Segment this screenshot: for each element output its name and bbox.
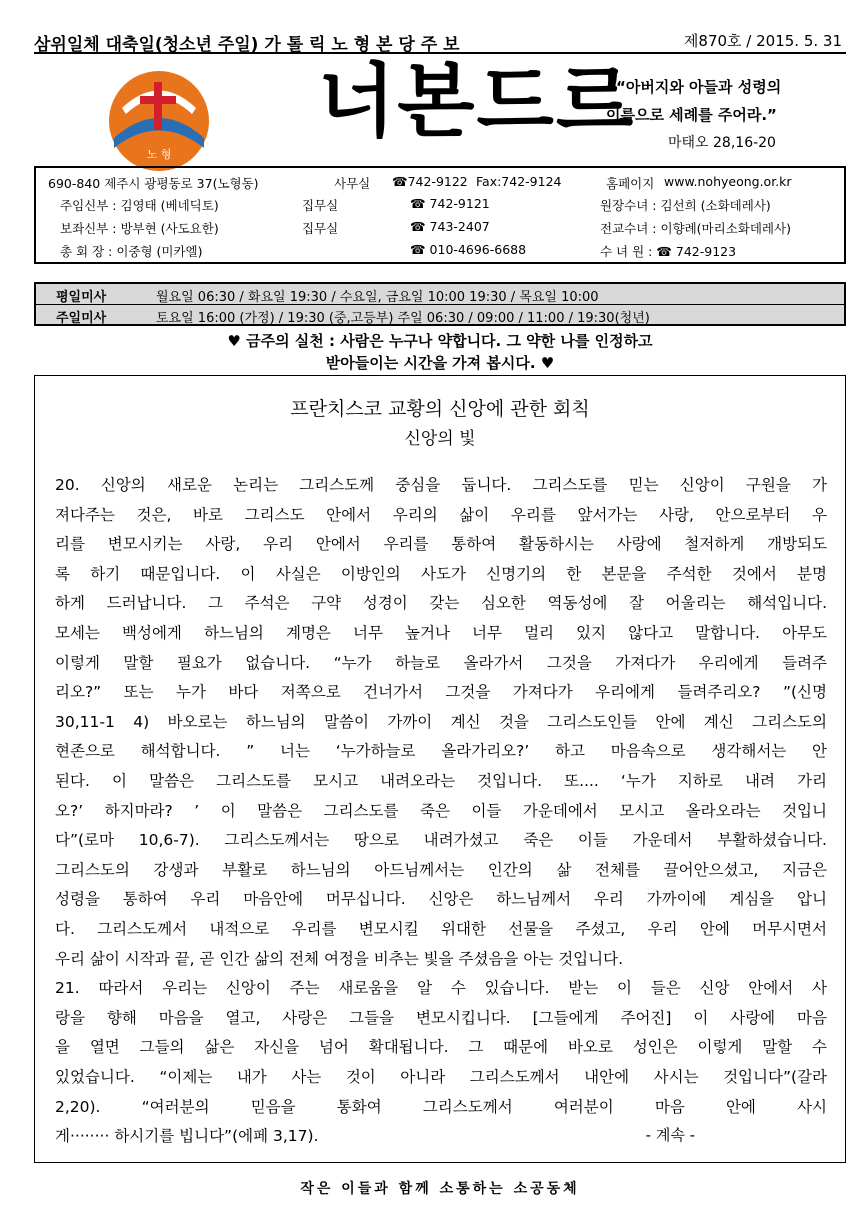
mass-schedule-box xyxy=(34,282,846,326)
article-line: 이렇게 말할 필요가 없습니다. “누가 하늘로 올라가서 그것을 가져다가 우리에게 들려주 xyxy=(55,653,827,672)
article-line: 록 하기 때문입니다. 이 사실은 이방인의 사도가 신명기의 한 본문을 주석한 것에서 분명 xyxy=(55,564,827,583)
article-line: 20. 신앙의 새로운 논리는 그리스도께 중심을 둡니다. 그리스도를 믿는 신앙이 구원을 가 xyxy=(55,476,827,494)
article-line: 2,20). “여러분의 믿음을 통화여 그리스도께서 여러분이 마음 안에 사시 xyxy=(55,1097,827,1116)
article-line: 리를 변모시키는 사랑, 우리 안에서 우리를 통하여 활동하시는 사랑에 철저하게 개방되도 xyxy=(55,535,827,554)
article-line: 리오?” 또는 누가 바다 저쪽으로 건너가서 그것을 가져다가 우리에게 들려주리오? ”(신명 xyxy=(55,683,827,702)
article-line: 성령을 통하여 우리 마음안에 머무십니다. 신앙은 하느님께서 우리 가까이에 계심을 압니 xyxy=(55,890,827,909)
article-line: 랑을 향해 마음을 열고, 사랑은 그들을 변모시킵니다. [그들에게 주어진] 이 사랑에 마음 xyxy=(55,1008,827,1027)
pastor-tel: ☎ 742-9121 xyxy=(410,196,490,211)
council-president: 총 회 장 : 이중형 (미카엘) xyxy=(60,244,203,259)
article-line: 다”(로마 10,6-7). 그리스도께서는 땅으로 내려가셨고 죽은 이들 가운데서 부활하셨습니다. xyxy=(55,831,827,850)
superior-sister: 원장수녀 : 김선희 (소화데레사) xyxy=(600,198,771,213)
weekday-mass-row xyxy=(36,284,844,304)
parish-logo-icon xyxy=(104,68,214,174)
issue-number: 제870호 / 2015. 5. 31 xyxy=(683,32,842,50)
masthead-title: 너본드르 xyxy=(318,55,636,148)
article-line: 그리스도의 강생과 부활로 하느님의 아드님께서는 인간의 삶 전체를 끌어안으셨고, 지금은 xyxy=(55,860,827,879)
assistant-tel: ☎ 743-2407 xyxy=(410,219,490,234)
article-line: 모세는 백성에게 하느님의 계명은 너무 높거나 너무 멀리 있지 않다고 말합니다. 아무도 xyxy=(55,624,827,642)
missionary-sister: 전교수녀 : 이향례(마리소화데레사) xyxy=(600,221,791,236)
article-line: 21. 따라서 우리는 신앙이 주는 새로움을 알 수 있습니다. 받는 이 들은 신앙 안에서 사 xyxy=(55,979,827,998)
weekday-mass-times: 월요일 06:30 / 화요일 19:30 / 수요일, 금요일 10:00 19:30 / 목요일 10:00 xyxy=(156,290,599,305)
article-line: 다. 그리스도께서 내적으로 우리를 변모시킬 위대한 선물을 주셨고, 우리 안에 머무시면서 xyxy=(55,920,827,938)
weekday-mass-label: 평일미사 xyxy=(56,290,107,305)
pastor-room: 집무실 xyxy=(302,198,339,213)
quote-line-1: “아버지와 아들과 성령의 xyxy=(616,78,782,96)
article-line: 을 열면 그들의 삶은 자신을 넘어 확대됩니다. 그 때문에 바오로 성인은 이렇게 말할 수 xyxy=(55,1038,827,1057)
article-line: 우리 삶이 시작과 끝, 곧 인간 삶의 전체 여정을 비추는 빛을 주셨음을 아는 것입니다. xyxy=(55,949,624,968)
article-line: 하게 드러납니다. 그 주석은 구약 성경이 갖는 심오한 역동성에 잘 어울리는 해석입니다. xyxy=(55,594,827,613)
article-line: 있었습니다. “이제는 내가 사는 것이 아니라 그리스도께서 내안에 사시는 것입니다”(갈라 xyxy=(55,1068,827,1086)
logo-cross-horizontal xyxy=(140,96,176,104)
office-tel: ☎742-9122 xyxy=(392,174,468,189)
sunday-mass-times: 토요일 16:00 (가정) / 19:30 (중,고등부) 주일 06:30 / 09:00 / 11:00 / 19:30(청년) xyxy=(156,311,650,326)
footer-motto: 작은 이들과 함께 소통하는 소공동체 xyxy=(300,1181,580,1197)
quote-line-2: 이름으로 세례를 주어라.” xyxy=(606,106,777,124)
assistant-priest: 보좌신부 : 방부현 (사도요한) xyxy=(60,221,219,236)
convent-tel: 수 녀 원 : ☎ 742-9123 xyxy=(600,244,737,259)
article-line: 현존으로 해석합니다. ” 너는 ‘누가하늘로 올라가리오?’ 하고 마음속으로 생각해서는 안 xyxy=(55,742,827,761)
weekly-practice xyxy=(34,330,846,374)
article-line: 된다. 이 말씀은 그리스도를 모시고 내려오라는 것입니다. 또.... ‘누가 지하로 내려 가리 xyxy=(55,772,827,790)
article-title: 프란치스코 교황의 신앙에 관한 회칙 xyxy=(290,398,590,420)
article-subtitle: 신앙의 빛 xyxy=(404,429,476,449)
sunday-mass-label: 주일미사 xyxy=(56,311,107,326)
parish-info-box xyxy=(34,166,846,264)
header-title: 삼위일체 대축일(청소년 주일) 가 톨 릭 노 형 본 당 주 보 xyxy=(34,35,460,55)
quote-source: 마태오 28,16-20 xyxy=(668,135,776,151)
article-line: 오?’ 하지마라? ’ 이 말씀은 그리스도를 죽은 이들 가운데에서 모시고 올라오라는 것입니 xyxy=(55,801,827,820)
logo-text: 노 형 xyxy=(146,148,172,161)
article-line: 30,11-1 4) 바오로는 하느님의 말씀이 가까이 계신 것을 그리스도인들 안에 계신 그리스도의 xyxy=(55,712,827,731)
homepage-label: 홈페이지 xyxy=(606,176,655,191)
article-line: 게········ 하시기를 빕니다”(에페 3,17). xyxy=(55,1127,319,1146)
logo-cross-vertical xyxy=(154,82,162,130)
president-tel: ☎ 010-4696-6688 xyxy=(410,242,527,257)
assistant-room: 집무실 xyxy=(302,221,339,236)
practice-line-1: ♥ 금주의 실천 : 사람은 누구나 약합니다. 그 약한 나를 인정하고 xyxy=(227,332,653,350)
sunday-mass-row xyxy=(36,305,844,325)
office-label: 사무실 xyxy=(334,176,371,191)
article-box xyxy=(34,375,846,1163)
continue-mark: - 계속 - xyxy=(645,1126,695,1145)
address: 690-840 제주시 광평동로 37(노형동) xyxy=(48,176,259,191)
homepage-link[interactable]: www.nohyeong.or.kr xyxy=(664,174,792,189)
practice-line-2: 받아들이는 시간을 가져 봅시다. ♥ xyxy=(325,354,555,372)
pastor: 주임신부 : 김영태 (베네딕토) xyxy=(60,198,219,213)
header-rule xyxy=(34,52,846,54)
fax: Fax:742-9124 xyxy=(476,174,562,189)
article-line: 져다주는 것은, 바로 그리스도 안에서 우리의 삶이 우리를 앞서가는 사랑, 안으로부터 우 xyxy=(55,505,827,524)
